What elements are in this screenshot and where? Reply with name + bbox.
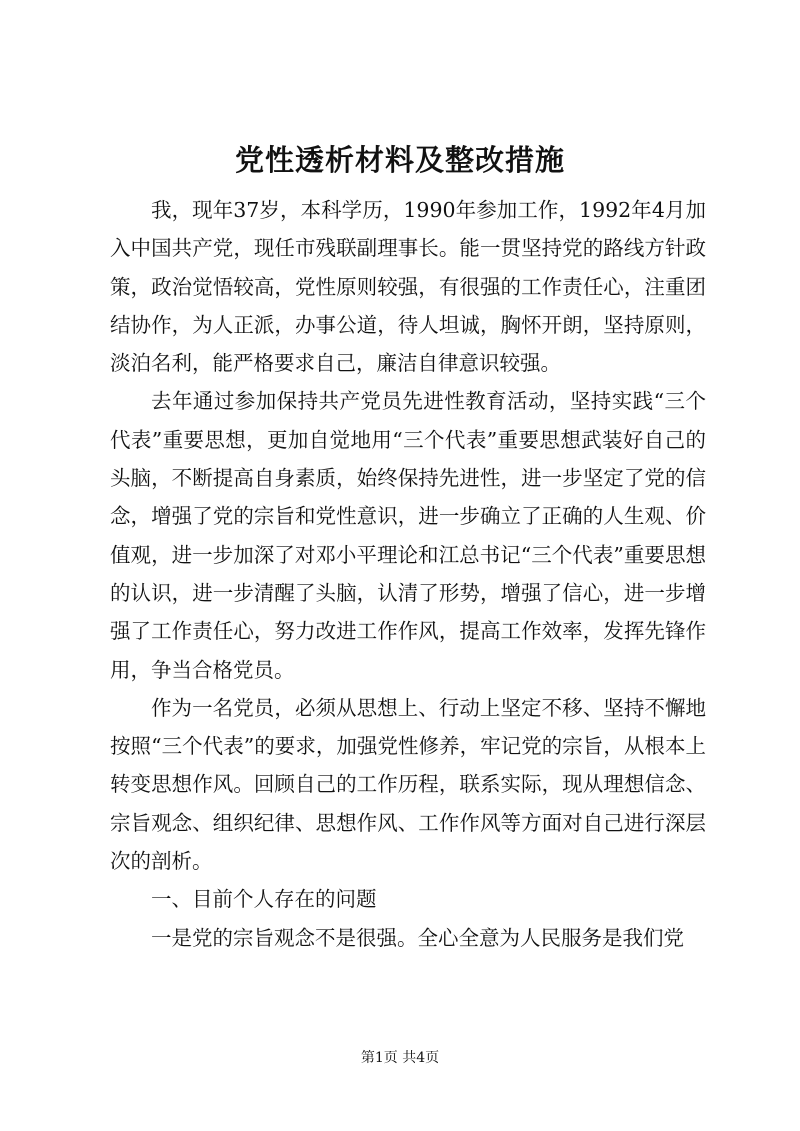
paragraph-education-activity: 去年通过参加保持共产党员先进性教育活动，坚持实践“三个代表”重要思想，更加自觉地用“三个代表”重要思想武装好自己的头脑，不断提高自身素质，始终保持先进性，进一步坚定了党的信念，增强了党的宗旨和党性意识，进一步确立了正确的人生观、价值观，进一步加深了对邓小平理论和江总书记“三个代表”重要思想的认识，进一步清醒了头脑，认清了形势，增强了信心，进一步增强了工作责任心，努力改进工作作风，提高工作效率，发挥先锋作用，争当合格党员。	[110, 389, 706, 682]
page-footer: 第1页 共4页	[360, 1050, 440, 1066]
document-body	[110, 191, 706, 957]
document-title: 党性透析材料及整改措施	[234, 143, 565, 177]
paragraph-self-analysis: 作为一名党员，必须从思想上、行动上坚定不移、坚持不懈地按照“三个代表”的要求，加强党性修养，牢记党的宗旨，从根本上转变思想作风。回顾自己的工作历程，联系实际，现从理想信念、宗旨观念、组织纪律、思想作风、工作作风等方面对自己进行深层次的剖析。	[110, 695, 706, 874]
paragraph-problem-one: 一是党的宗旨观念不是很强。全心全意为人民服务是我们党	[151, 925, 684, 950]
section-heading-problems: 一、目前个人存在的问题	[151, 887, 377, 912]
paragraph-intro: 我，现年37岁，本科学历，1990年参加工作，1992年4月加入中国共产党，现任市残联副理事长。能一贯坚持党的路线方针政策，政治觉悟较高，党性原则较强，有很强的工作责任心，注重团结协作，为人正派，办事公道，待人坦诚，胸怀开朗，坚持原则，淡泊名利，能严格要求自己，廉洁自律意识较强。	[110, 198, 706, 376]
